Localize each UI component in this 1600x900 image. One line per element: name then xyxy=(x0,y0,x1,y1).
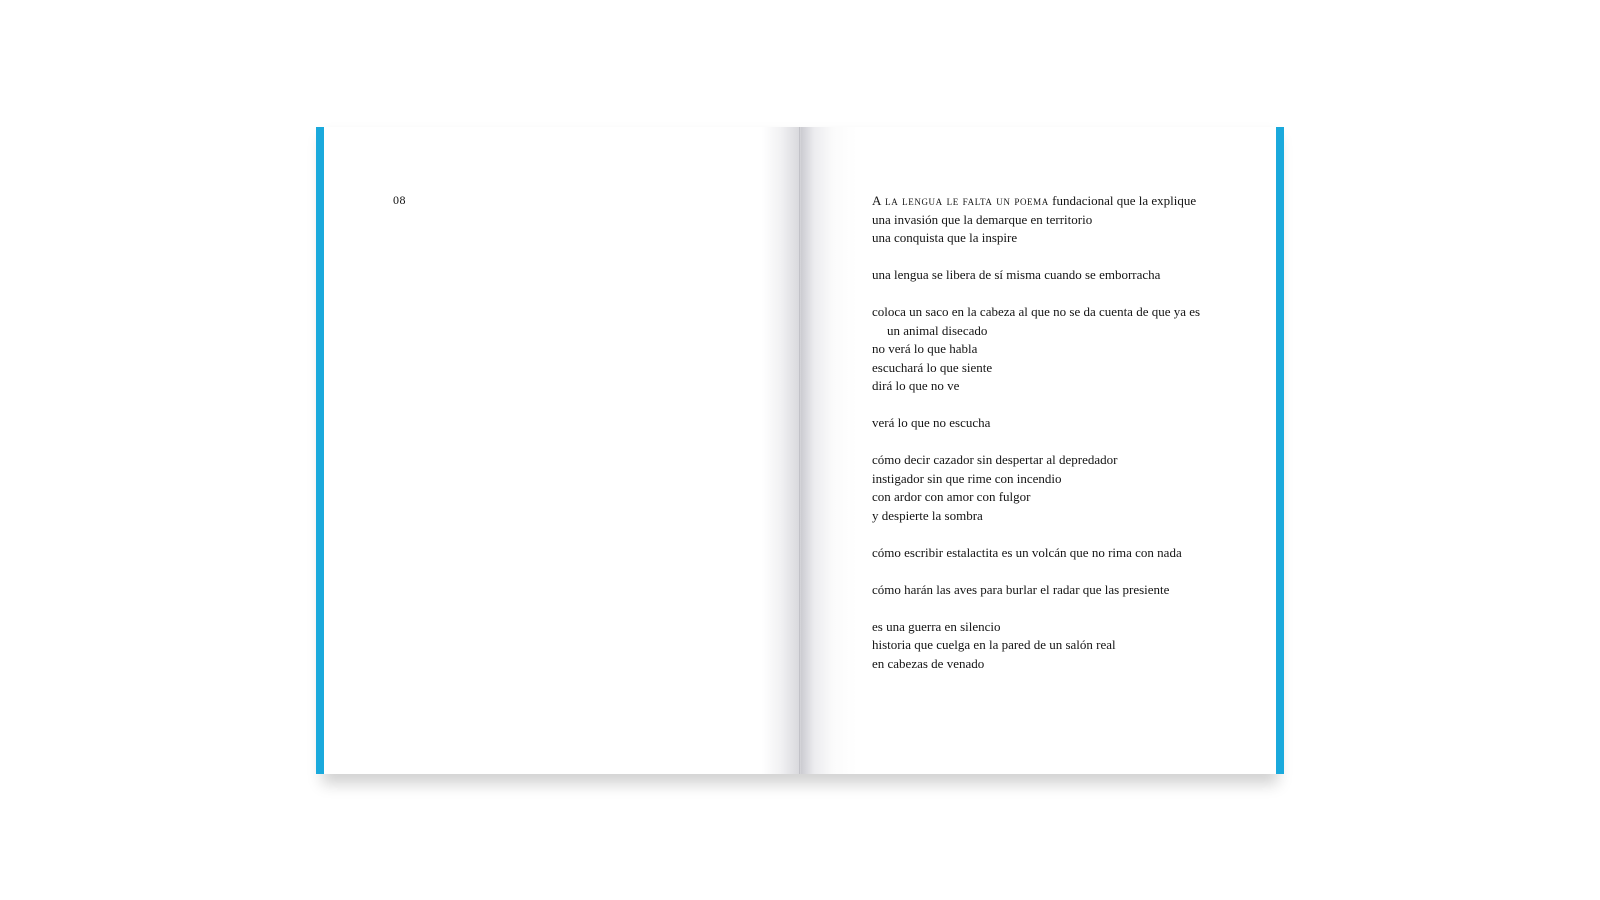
open-book xyxy=(316,127,1284,774)
poem-opening-rest: fundacional que la explique xyxy=(1048,193,1197,208)
poem-line: una conquista que la inspire xyxy=(872,230,1018,245)
stanza-break xyxy=(872,285,1262,304)
stanza-break xyxy=(872,433,1262,452)
poem-text xyxy=(872,192,1262,673)
poem-line-indented: un animal disecado xyxy=(887,322,988,338)
poem-line: verá lo que no escucha xyxy=(872,415,991,430)
poem-line: una lengua se libera de sí misma cuando se emborracha xyxy=(872,267,1161,282)
stanza-break xyxy=(872,562,1262,581)
cover-edge-left xyxy=(316,127,324,774)
stanza-break xyxy=(872,525,1262,544)
poem-line: escuchará lo que siente xyxy=(872,359,993,375)
poem-line: en cabezas de venado xyxy=(872,655,985,671)
poem-line: historia que cuelga en la pared de un salón real xyxy=(872,637,1116,652)
poem-first-line xyxy=(872,192,1262,211)
poem-opening-smallcaps: A la lengua le falta un poema xyxy=(872,193,1049,208)
stanza-break xyxy=(872,396,1262,415)
poem-line: con ardor con amor con fulgor xyxy=(872,489,1031,504)
cover-edge-right xyxy=(1276,127,1284,774)
poem-line: dirá lo que no ve xyxy=(872,378,960,393)
poem-line: cómo harán las aves para burlar el radar que las presiente xyxy=(872,581,1170,597)
stanza-break xyxy=(872,599,1262,618)
stanza-break xyxy=(872,248,1262,267)
right-page xyxy=(800,127,1276,774)
poem-line: una invasión que la demarque en territorio xyxy=(872,211,1093,227)
left-page xyxy=(324,127,800,774)
poem-line: cómo escribir estalactita es un volcán que no rima con nada xyxy=(872,544,1182,560)
poem-line: y despierte la sombra xyxy=(872,507,983,523)
poem-line: instigador sin que rime con incendio xyxy=(872,470,1062,486)
poem-line: cómo decir cazador sin despertar al depredador xyxy=(872,452,1118,467)
poem-line: no verá lo que habla xyxy=(872,341,978,356)
poem-line: coloca un saco en la cabeza al que no se da cuenta de que ya es xyxy=(872,304,1201,319)
book-gutter xyxy=(799,127,801,774)
page-number: 08 xyxy=(393,193,406,207)
poem-line: es una guerra en silencio xyxy=(872,618,1001,634)
